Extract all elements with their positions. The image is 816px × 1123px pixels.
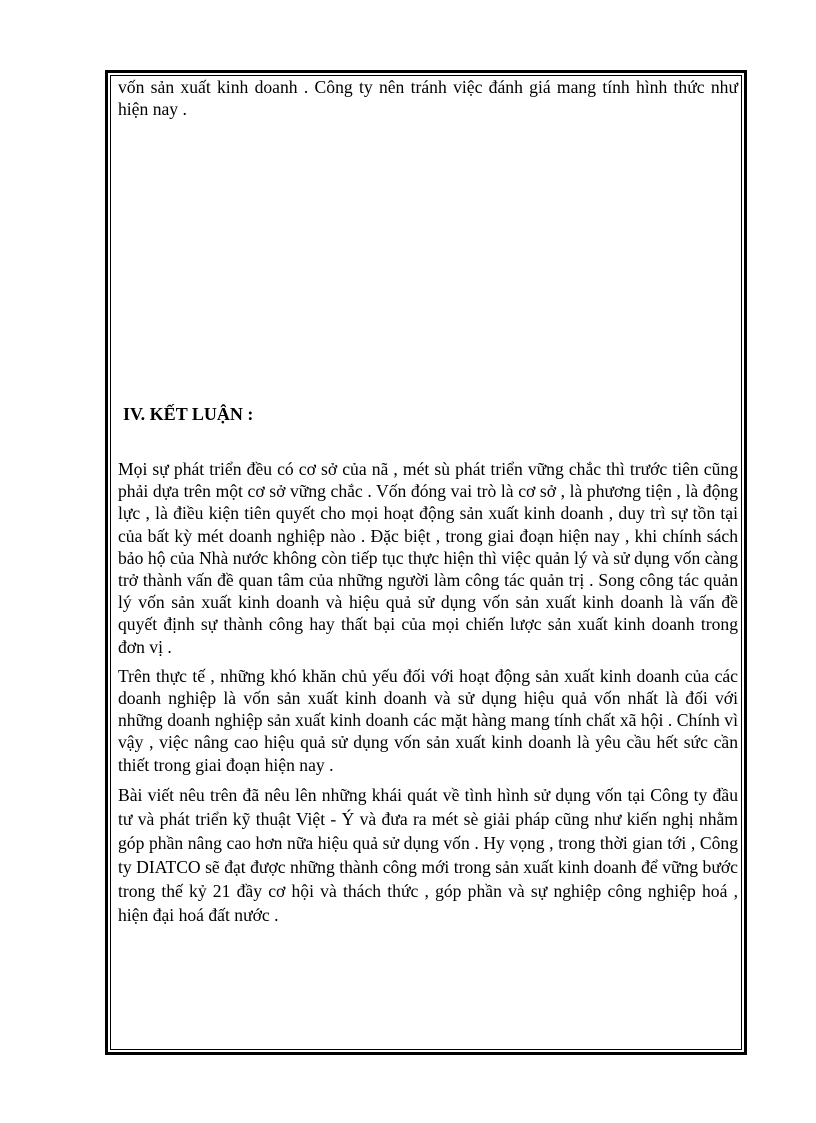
paragraph-1: Mọi sự phát triển đều có cơ sở của nã , mét sù phát triển vững chắc thì trước tiên cũng phải dựa trên một cơ sở vững chắc . Vốn đóng vai trò là cơ sở , là phương tiện , là động lực , là điều kiện tiên quyết cho mọi hoạt động sản xuất kinh doanh , duy trì sự tồn tại của bất kỳ mét doanh nghiệp nào . Đặc biệt , trong giai đoạn hiện nay , khi chính sách bảo hộ của Nhà nước không còn tiếp tục thực hiện thì việc quản lý và sử dụng vốn càng trở thành vấn đề quan tâm của những người làm công tác quản trị . Song công tác quản lý vốn sản xuất kinh doanh và hiệu quả sử dụng vốn sản xuất kinh doanh là vấn đề quyết định sự thành công hay thất bại của mọi chiến lược sản xuất kinh doanh trong đơn vị . xyxy=(118,459,738,657)
continuation-paragraph: vốn sản xuất kinh doanh . Công ty nên tránh việc đánh giá mang tính hình thức như hiện nay . xyxy=(118,77,738,119)
conclusion-body xyxy=(118,458,738,934)
section-heading-suffix: : xyxy=(242,404,254,424)
section-heading xyxy=(123,403,253,425)
page-border xyxy=(105,70,747,1055)
continuation-block xyxy=(118,76,738,120)
paragraph-3: Bài viết nêu trên đã nêu lên những khái quát về tình hình sử dụng vốn tại Công ty đầu tư và phát triển kỹ thuật Việt - Ý và đưa ra mét sè giải pháp cũng như kiến nghị nhằm góp phần nâng cao hơn nữa hiệu quả sử dụng vốn . Hy vọng , trong thời gian tới , Công ty DIATCO sẽ đạt được những thành công mới trong sản xuất kinh doanh để vững bước trong thế kỷ 21 đầy cơ hội và thách thức , góp phần và sự nghiệp công nghiệp hoá , hiện đại hoá đất nước . xyxy=(118,784,738,925)
section-heading-text: IV. KẾT LUẬN xyxy=(123,404,243,424)
paragraph-2: Trên thực tế , những khó khăn chủ yếu đối với hoạt động sản xuất kinh doanh của các doanh nghiệp là vốn sản xuất kinh doanh và sử dụng hiệu quả vốn nhất là đối với những doanh nghiệp sản xuất kinh doanh các mặt hàng mang tính chất xã hội . Chính vì vậy , việc nâng cao hiệu quả sử dụng vốn sản xuất kinh doanh là yêu cầu hết sức cần thiết trong giai đoạn hiện nay . xyxy=(118,665,738,775)
